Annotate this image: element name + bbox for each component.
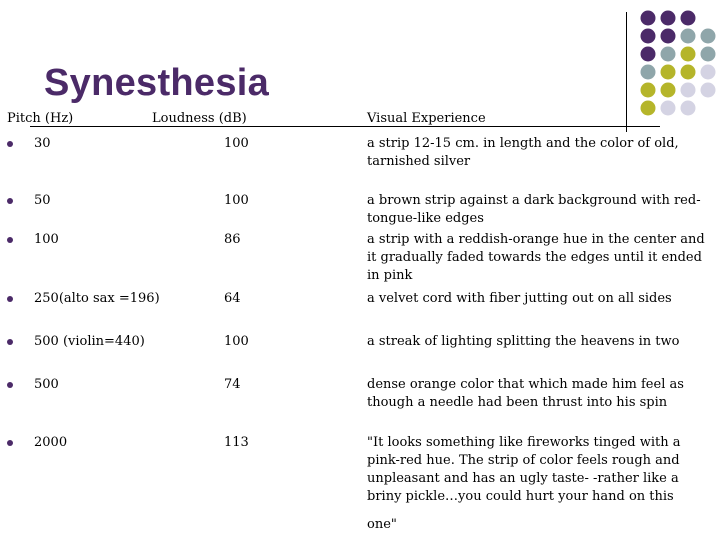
row-pitch-4: 250(alto sax =196) bbox=[34, 291, 160, 306]
slide-title: Synesthesia bbox=[44, 62, 270, 104]
title-underline bbox=[30, 126, 660, 127]
decorative-dot bbox=[701, 83, 716, 98]
decorative-dot bbox=[681, 101, 696, 116]
row-bullet-7 bbox=[7, 440, 13, 446]
trailing-text: one" bbox=[367, 517, 397, 532]
decorative-dot bbox=[681, 65, 696, 80]
row-visual-1: a strip 12-15 cm. in length and the color of old, tarnished silver bbox=[367, 136, 679, 169]
row-bullet-6 bbox=[7, 382, 13, 388]
decorative-dot bbox=[641, 11, 656, 26]
decorative-dot bbox=[661, 65, 676, 80]
row-loudness-4: 64 bbox=[224, 291, 241, 306]
row-loudness-3: 86 bbox=[224, 232, 241, 247]
row-loudness-7: 113 bbox=[224, 435, 249, 450]
header-visual: Visual Experience bbox=[367, 111, 486, 126]
decorative-dot bbox=[681, 47, 696, 62]
row-loudness-1: 100 bbox=[224, 136, 249, 151]
decorative-dot bbox=[701, 65, 716, 80]
row-pitch-1: 30 bbox=[34, 136, 51, 151]
decorative-dot bbox=[661, 47, 676, 62]
decorative-dot bbox=[681, 29, 696, 44]
row-bullet-3 bbox=[7, 237, 13, 243]
decorative-dot bbox=[661, 29, 676, 44]
decorative-dot bbox=[661, 101, 676, 116]
row-pitch-7: 2000 bbox=[34, 435, 68, 450]
decorative-dot bbox=[701, 47, 716, 62]
row-bullet-4 bbox=[7, 296, 13, 302]
row-visual-2: a brown strip against a dark background with red-tongue-like edges bbox=[367, 193, 701, 226]
decorative-dot bbox=[681, 11, 696, 26]
row-visual-7: "It looks something like fireworks tinged with a pink-red hue. The strip of color feels rough and unpleasant and has an ugly taste- -rather like a briny pickle…you could hurt your hand on this bbox=[367, 435, 681, 504]
row-visual-3: a strip with a reddish-orange hue in the center and it gradually faded towards the edges until it ended in pink bbox=[367, 232, 705, 283]
row-visual-5: a streak of lighting splitting the heavens in two bbox=[367, 334, 680, 349]
decorative-dot bbox=[701, 29, 716, 44]
header-loudness: Loudness (dB) bbox=[152, 111, 247, 126]
row-bullet-2 bbox=[7, 198, 13, 204]
row-pitch-6: 500 bbox=[34, 377, 59, 392]
decorative-dot bbox=[681, 83, 696, 98]
row-bullet-5 bbox=[7, 339, 13, 345]
row-loudness-2: 100 bbox=[224, 193, 249, 208]
decorative-dot bbox=[641, 47, 656, 62]
row-visual-6: dense orange color that which made him feel as though a needle had been thrust into his spin bbox=[367, 377, 684, 410]
decorative-dot bbox=[641, 101, 656, 116]
decorative-dot bbox=[641, 83, 656, 98]
row-pitch-3: 100 bbox=[34, 232, 59, 247]
decorative-dot bbox=[641, 29, 656, 44]
row-pitch-2: 50 bbox=[34, 193, 51, 208]
decorative-vertical-line bbox=[626, 12, 627, 132]
decorative-dot bbox=[641, 65, 656, 80]
row-visual-4: a velvet cord with fiber jutting out on all sides bbox=[367, 291, 672, 306]
decorative-dot bbox=[661, 83, 676, 98]
header-pitch: Pitch (Hz) bbox=[7, 111, 74, 126]
row-loudness-6: 74 bbox=[224, 377, 241, 392]
row-loudness-5: 100 bbox=[224, 334, 249, 349]
row-pitch-5: 500 (violin=440) bbox=[34, 334, 145, 349]
decorative-dot bbox=[661, 11, 676, 26]
row-bullet-1 bbox=[7, 141, 13, 147]
